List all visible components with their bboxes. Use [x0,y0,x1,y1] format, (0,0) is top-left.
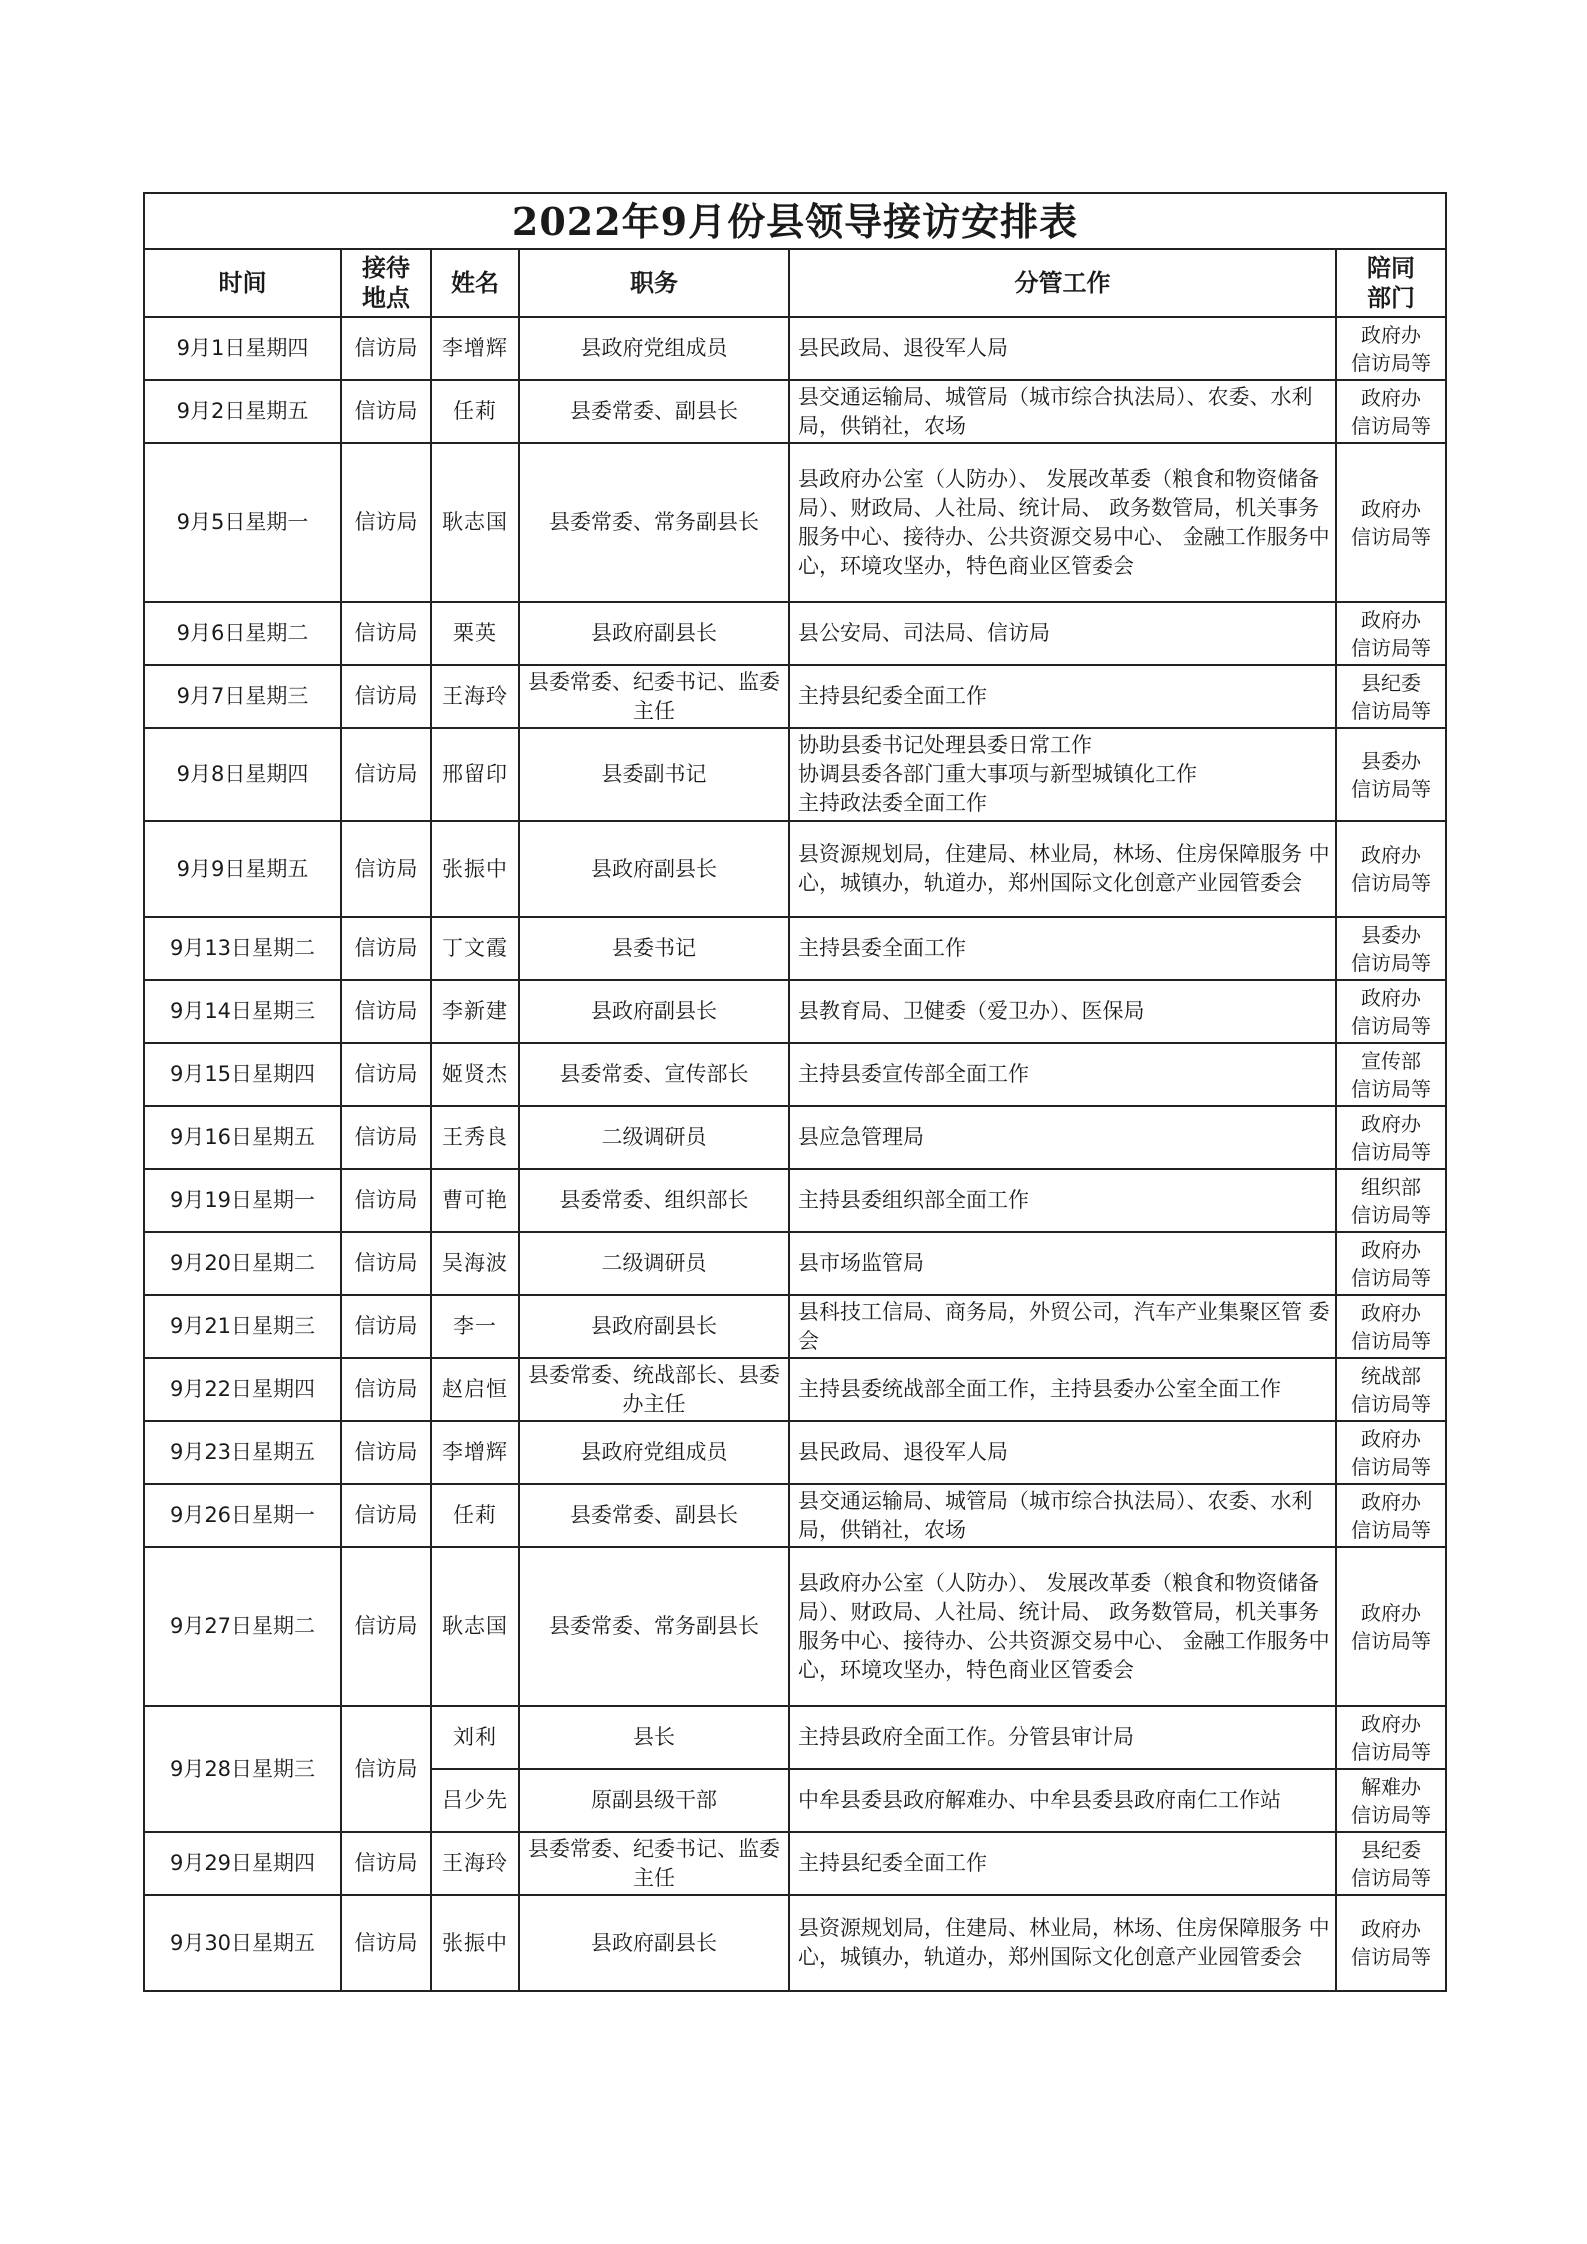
cell-name: 姬贤杰 [431,1043,519,1106]
cell-position: 县委常委、副县长 [519,1484,789,1547]
cell-position: 二级调研员 [519,1232,789,1295]
table-row [144,821,1446,917]
cell-time: 9月19日星期一 [144,1169,341,1232]
cell-work: 县市场监管局 [789,1232,1336,1295]
cell-work: 中牟县委县政府解难办、中牟县委县政府南仁工作站 [789,1769,1336,1832]
cell-position: 县委常委、宣传部长 [519,1043,789,1106]
cell-work: 主持县纪委全面工作 [789,1832,1336,1895]
cell-time: 9月13日星期二 [144,917,341,980]
cell-position: 县政府党组成员 [519,317,789,380]
cell-accompany: 政府办 信访局等 [1336,1421,1446,1484]
cell-time: 9月1日星期四 [144,317,341,380]
table-row [144,1706,1446,1769]
cell-name: 耿志国 [431,1547,519,1706]
cell-accompany: 政府办 信访局等 [1336,1106,1446,1169]
cell-place: 信访局 [341,443,431,602]
cell-place: 信访局 [341,821,431,917]
cell-time: 9月23日星期五 [144,1421,341,1484]
cell-accompany: 县纪委 信访局等 [1336,665,1446,728]
cell-accompany: 宣传部 信访局等 [1336,1043,1446,1106]
cell-position: 县政府副县长 [519,980,789,1043]
table-row [144,1421,1446,1484]
cell-position: 县委常委、统战部长、县委办主任 [519,1358,789,1421]
cell-work: 县资源规划局，住建局、林业局，林场、住房保障服务 中心，城镇办，轨道办，郑州国际文化创意产业园管委会 [789,1895,1336,1991]
table-row [144,1043,1446,1106]
header-accompany: 陪同 部门 [1336,249,1446,317]
cell-time: 9月7日星期三 [144,665,341,728]
cell-name: 王海玲 [431,1832,519,1895]
cell-work: 县公安局、司法局、信访局 [789,602,1336,665]
table-row [144,1169,1446,1232]
cell-place: 信访局 [341,728,431,821]
cell-accompany: 组织部 信访局等 [1336,1169,1446,1232]
header-name: 姓名 [431,249,519,317]
title-row [144,193,1446,249]
cell-accompany: 政府办 信访局等 [1336,380,1446,443]
cell-accompany: 政府办 信访局等 [1336,1895,1446,1991]
cell-work: 主持县政府全面工作。分管县审计局 [789,1706,1336,1769]
cell-name: 赵启恒 [431,1358,519,1421]
table-row [144,317,1446,380]
cell-name: 任莉 [431,380,519,443]
cell-place: 信访局 [341,602,431,665]
cell-place: 信访局 [341,1358,431,1421]
cell-time: 9月26日星期一 [144,1484,341,1547]
cell-position: 二级调研员 [519,1106,789,1169]
cell-position: 县委常委、常务副县长 [519,443,789,602]
cell-accompany: 统战部 信访局等 [1336,1358,1446,1421]
cell-accompany: 县纪委 信访局等 [1336,1832,1446,1895]
cell-time: 9月20日星期二 [144,1232,341,1295]
cell-place: 信访局 [341,380,431,443]
cell-accompany: 政府办 信访局等 [1336,1484,1446,1547]
cell-accompany: 政府办 信访局等 [1336,1232,1446,1295]
cell-work: 主持县委统战部全面工作，主持县委办公室全面工作 [789,1358,1336,1421]
cell-time: 9月22日星期四 [144,1358,341,1421]
table-row [144,380,1446,443]
cell-accompany: 县委办 信访局等 [1336,728,1446,821]
header-row [144,249,1446,317]
cell-position: 县委常委、纪委书记、监委主任 [519,665,789,728]
cell-work: 县交通运输局、城管局（城市综合执法局）、农委、水利局，供销社，农场 [789,380,1336,443]
table-row [144,728,1446,821]
cell-place: 信访局 [341,1547,431,1706]
cell-position: 县长 [519,1706,789,1769]
cell-time: 9月16日星期五 [144,1106,341,1169]
table-row [144,1106,1446,1169]
table-title: 2022年9月份县领导接访安排表 [144,193,1446,249]
cell-work: 县民政局、退役军人局 [789,317,1336,380]
table-row [144,980,1446,1043]
cell-work: 县民政局、退役军人局 [789,1421,1336,1484]
cell-time: 9月15日星期四 [144,1043,341,1106]
cell-position: 原副县级干部 [519,1769,789,1832]
schedule-table [143,192,1447,1992]
cell-name: 王海玲 [431,665,519,728]
table-row [144,1484,1446,1547]
cell-work: 县政府办公室（人防办）、 发展改革委（粮食和物资储备局）、财政局、人社局、统计局、 政务数管局，机关事务服务中心、接待办、公共资源交易中心、 金融工作服务中心，环境攻坚办，特色商业区管委会 [789,1547,1336,1706]
cell-position: 县委书记 [519,917,789,980]
cell-name: 吴海波 [431,1232,519,1295]
cell-position: 县委常委、纪委书记、监委主任 [519,1832,789,1895]
cell-work: 县资源规划局，住建局、林业局，林场、住房保障服务 中心，城镇办，轨道办，郑州国际文化创意产业园管委会 [789,821,1336,917]
cell-time: 9月30日星期五 [144,1895,341,1991]
cell-accompany: 政府办 信访局等 [1336,980,1446,1043]
cell-place: 信访局 [341,665,431,728]
header-place: 接待 地点 [341,249,431,317]
header-time: 时间 [144,249,341,317]
cell-time: 9月9日星期五 [144,821,341,917]
cell-work: 县教育局、卫健委（爱卫办）、医保局 [789,980,1336,1043]
cell-position: 县政府副县长 [519,602,789,665]
table-row [144,1358,1446,1421]
cell-time: 9月29日星期四 [144,1832,341,1895]
cell-place: 信访局 [341,980,431,1043]
table-row [144,1895,1446,1991]
cell-accompany: 解难办 信访局等 [1336,1769,1446,1832]
cell-accompany: 政府办 信访局等 [1336,317,1446,380]
cell-time: 9月6日星期二 [144,602,341,665]
cell-place: 信访局 [341,1421,431,1484]
cell-name: 曹可艳 [431,1169,519,1232]
cell-position: 县政府党组成员 [519,1421,789,1484]
cell-position: 县委副书记 [519,728,789,821]
cell-position: 县委常委、常务副县长 [519,1547,789,1706]
cell-name: 邢留印 [431,728,519,821]
cell-work: 主持县委组织部全面工作 [789,1169,1336,1232]
cell-name: 李新建 [431,980,519,1043]
cell-work: 协助县委书记处理县委日常工作 协调县委各部门重大事项与新型城镇化工作 主持政法委全面工作 [789,728,1336,821]
schedule-sheet [143,192,1445,1992]
cell-position: 县政府副县长 [519,1895,789,1991]
cell-position: 县委常委、组织部长 [519,1169,789,1232]
cell-accompany: 政府办 信访局等 [1336,443,1446,602]
cell-place: 信访局 [341,1895,431,1991]
cell-accompany: 政府办 信访局等 [1336,602,1446,665]
cell-name: 任莉 [431,1484,519,1547]
table-row [144,443,1446,602]
cell-position: 县委常委、副县长 [519,380,789,443]
cell-name: 张振中 [431,821,519,917]
cell-work: 县应急管理局 [789,1106,1336,1169]
cell-time: 9月28日星期三 [144,1706,341,1832]
cell-name: 吕少先 [431,1769,519,1832]
cell-name: 丁文霞 [431,917,519,980]
cell-time: 9月2日星期五 [144,380,341,443]
cell-accompany: 政府办 信访局等 [1336,1547,1446,1706]
cell-position: 县政府副县长 [519,821,789,917]
cell-work: 县科技工信局、商务局，外贸公司，汽车产业集聚区管 委会 [789,1295,1336,1358]
cell-accompany: 政府办 信访局等 [1336,1706,1446,1769]
cell-place: 信访局 [341,1043,431,1106]
cell-place: 信访局 [341,1169,431,1232]
table-body [144,317,1446,1991]
cell-work: 主持县委宣传部全面工作 [789,1043,1336,1106]
cell-accompany: 县委办 信访局等 [1336,917,1446,980]
cell-accompany: 政府办 信访局等 [1336,821,1446,917]
cell-work: 县政府办公室（人防办）、 发展改革委（粮食和物资储备局）、财政局、人社局、统计局、 政务数管局，机关事务服务中心、接待办、公共资源交易中心、 金融工作服务中心，环境攻坚办，特色商业区管委会 [789,443,1336,602]
cell-place: 信访局 [341,317,431,380]
cell-place: 信访局 [341,1706,431,1832]
cell-time: 9月5日星期一 [144,443,341,602]
table-row [144,1232,1446,1295]
cell-place: 信访局 [341,917,431,980]
cell-name: 李一 [431,1295,519,1358]
cell-name: 李增辉 [431,317,519,380]
cell-time: 9月21日星期三 [144,1295,341,1358]
cell-place: 信访局 [341,1295,431,1358]
cell-name: 李增辉 [431,1421,519,1484]
cell-time: 9月27日星期二 [144,1547,341,1706]
cell-place: 信访局 [341,1832,431,1895]
cell-place: 信访局 [341,1484,431,1547]
cell-name: 栗英 [431,602,519,665]
cell-name: 刘利 [431,1706,519,1769]
cell-time: 9月8日星期四 [144,728,341,821]
table-row [144,917,1446,980]
table-row [144,602,1446,665]
cell-work: 县交通运输局、城管局（城市综合执法局）、农委、水利局，供销社，农场 [789,1484,1336,1547]
cell-name: 王秀良 [431,1106,519,1169]
header-work: 分管工作 [789,249,1336,317]
cell-work: 主持县纪委全面工作 [789,665,1336,728]
table-row [144,665,1446,728]
cell-place: 信访局 [341,1232,431,1295]
table-row [144,1547,1446,1706]
cell-place: 信访局 [341,1106,431,1169]
cell-name: 张振中 [431,1895,519,1991]
header-position: 职务 [519,249,789,317]
cell-name: 耿志国 [431,443,519,602]
cell-position: 县政府副县长 [519,1295,789,1358]
table-row [144,1295,1446,1358]
cell-work: 主持县委全面工作 [789,917,1336,980]
cell-accompany: 政府办 信访局等 [1336,1295,1446,1358]
cell-time: 9月14日星期三 [144,980,341,1043]
table-row [144,1832,1446,1895]
